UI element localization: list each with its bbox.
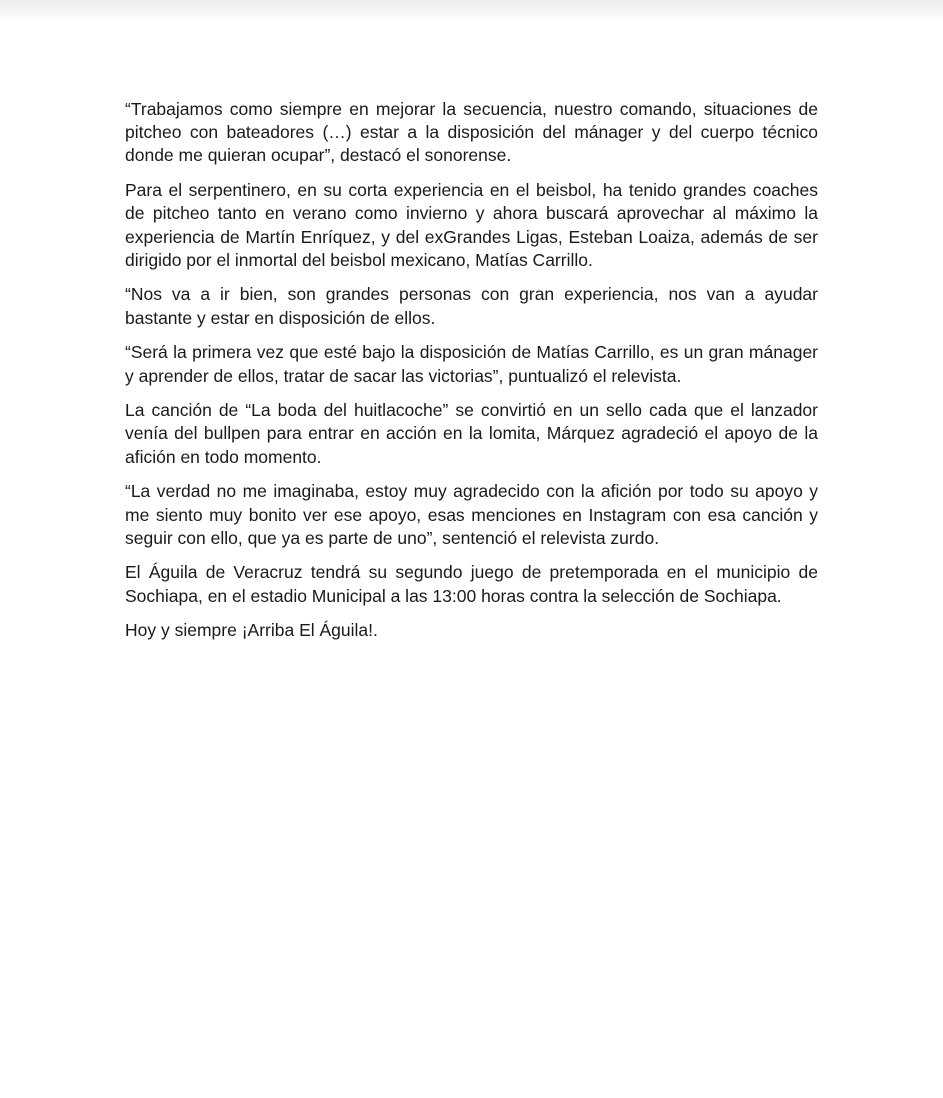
article-body bbox=[125, 98, 818, 654]
paragraph-closing: Hoy y siempre ¡Arriba El Águila!. bbox=[125, 620, 378, 641]
paragraph-quote-people: “Nos va a ir bien, son grandes personas con gran experiencia, nos van a ayudar bastante y estar en disposición de ellos. bbox=[125, 284, 818, 328]
top-edge-shadow bbox=[0, 0, 943, 22]
paragraph-next-game: El Águila de Veracruz tendrá su segundo juego de pretemporada en el municipio de Sochiapa, en el estadio Municipal a las 13:00 horas contra la selección de Sochiapa. bbox=[125, 562, 818, 606]
paragraph-quote-fans: “La verdad no me imaginaba, estoy muy agradecido con la afición por todo su apoyo y me siento muy bonito ver ese apoyo, esas menciones en Instagram con esa canción y seguir con ello, que ya es parte de uno”, sentenció el relevista zurdo. bbox=[125, 481, 818, 548]
paragraph-quote-carrillo: “Será la primera vez que esté bajo la disposición de Matías Carrillo, es un gran mánager y aprender de ellos, tratar de sacar las victorias”, puntualizó el relevista. bbox=[125, 342, 818, 386]
paragraph-quote-training: “Trabajamos como siempre en mejorar la secuencia, nuestro comando, situaciones de pitcheo con bateadores (…) estar a la disposición del mánager y del cuerpo técnico donde me quieran ocupar”, destacó el sonorense. bbox=[125, 99, 818, 166]
paragraph-coaches: Para el serpentinero, en su corta experiencia en el beisbol, ha tenido grandes coaches de pitcheo tanto en verano como invierno y ahora buscará aprovechar al máximo la experiencia de Martín Enríquez, y del exGrandes Ligas, Esteban Loaiza, además de ser dirigido por el inmortal del beisbol mexicano, Matías Carrillo. bbox=[125, 180, 818, 270]
paragraph-song: La canción de “La boda del huitlacoche” se convirtió en un sello cada que el lanzador venía del bullpen para entrar en acción en la lomita, Márquez agradeció el apoyo de la afición en todo momento. bbox=[125, 400, 818, 467]
